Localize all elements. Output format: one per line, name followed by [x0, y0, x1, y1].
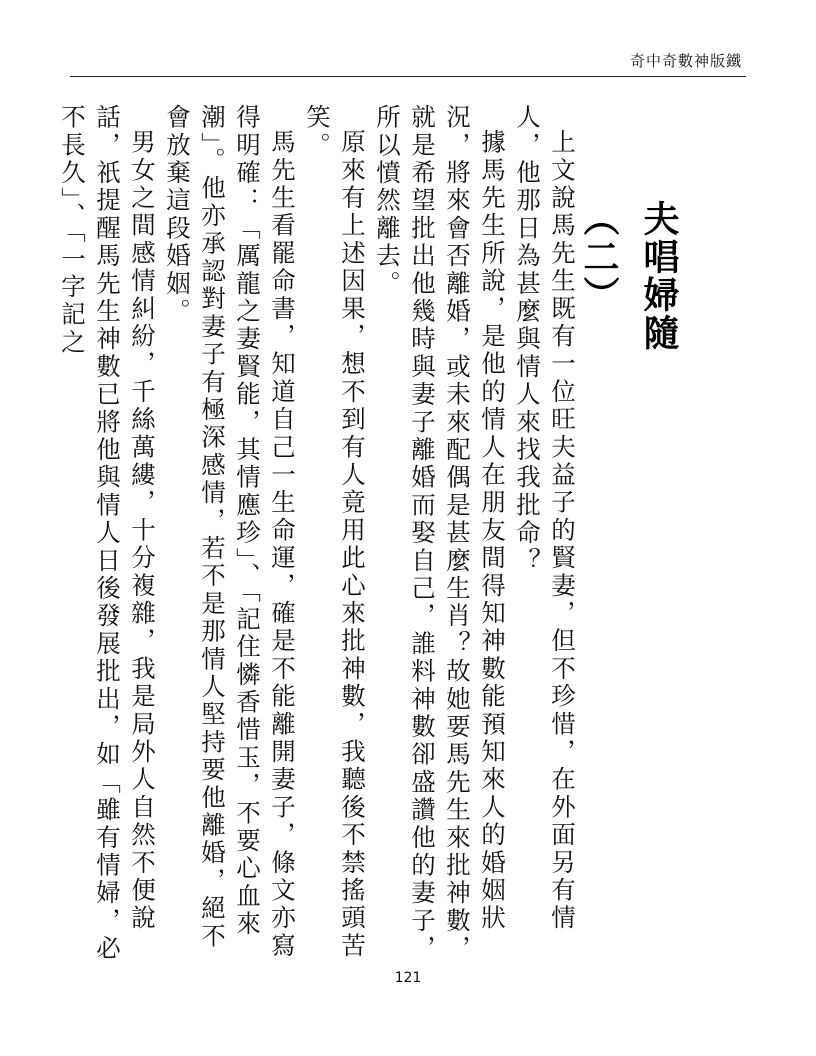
paragraph-4: 馬先生看罷命書，知道自己一生命運，確是不能離開妻子，條文亦寫得明確：「厲龍之妻賢能，其情應珍」、「記住憐香惜玉，不要心血來潮」。他亦承認對妻子有極深感情，若不是那情人堅持要他離婚，絕不會放棄這段婚姻。 [163, 104, 297, 960]
header-divider [70, 76, 746, 77]
book-title-header: 奇中奇數神版鐵 [629, 52, 742, 70]
paragraph-5: 男女之間感情糾紛，千絲萬縷，十分複雜，我是局外人自然不便說話，祇提醒馬先生神數已將他與情人日後發展批出，如「雖有情婦，必不長久」、「一字記之 [58, 104, 157, 963]
chapter-title: 夫唱婦隨（二） [578, 200, 679, 352]
body-text [58, 104, 580, 966]
paragraph-1: 上文說馬先生既有一位旺夫益子的賢妻，但不珍惜，在外面另有情人，他那日為甚麼與情人來找我批命？ [513, 104, 577, 932]
paragraph-3: 原來有上述因果，想不到有人竟用此心來批神數，我聽後不禁搖頭苦笑。 [303, 104, 367, 960]
page-number: 121 [394, 970, 422, 986]
paragraph-2: 據馬先生所說，是他的情人在朋友間得知神數能預知來人的婚姻狀況，將來會否離婚，或未來配偶是甚麼生肖？故她要馬先生來批神數，就是希望批出他幾時與妻子離婚而娶自己，誰料神數卻盛讚他的妻子，所以憤然離去。 [373, 104, 507, 963]
